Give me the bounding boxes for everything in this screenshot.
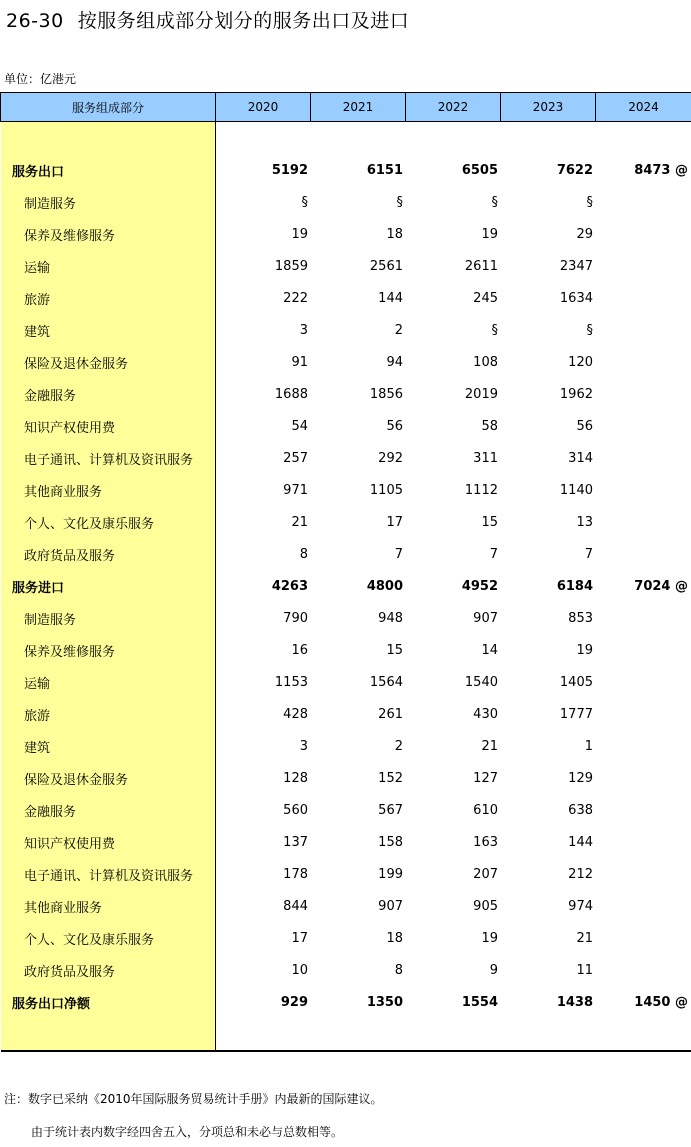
- cell-2022: 21: [481, 738, 498, 754]
- cell-2023: 1962: [559, 386, 593, 402]
- cell-2020: 257: [283, 450, 308, 466]
- cell-2021: 199: [378, 866, 403, 882]
- table-row: [0, 442, 691, 474]
- footnote-2: 由于统计表内数字经四舍五入，分项总和未必与总数相等。: [31, 1125, 344, 1139]
- cell-2022: 7: [489, 546, 498, 562]
- row-label: 旅游: [24, 708, 51, 724]
- cell-2020: 1153: [274, 674, 308, 690]
- cell-2021: 1350: [366, 994, 403, 1010]
- cell-2023: §: [586, 322, 593, 338]
- header-year-2020: 2020: [216, 93, 311, 121]
- cell-2020: 21: [291, 514, 308, 530]
- cell-2021: 18: [386, 930, 403, 946]
- cell-2020: 790: [283, 610, 308, 626]
- row-label: 运输: [24, 676, 51, 692]
- cell-2021: 152: [378, 770, 403, 786]
- cell-2022: 907: [473, 610, 498, 626]
- cell-2023: 129: [568, 770, 593, 786]
- cell-2021: 6151: [366, 162, 403, 178]
- row-label: 金融服务: [24, 804, 77, 820]
- row-label: 政府货品及服务: [24, 548, 116, 564]
- cell-2020: 3: [299, 322, 308, 338]
- cell-2023: 11: [576, 962, 593, 978]
- cell-2023: 7622: [556, 162, 593, 178]
- cell-2022: 19: [481, 930, 498, 946]
- table-row: [0, 282, 691, 314]
- table-title: 按服务组成部分划分的服务出口及进口: [77, 10, 410, 32]
- cell-2022: 163: [473, 834, 498, 850]
- row-label: 服务出口净额: [12, 996, 91, 1012]
- row-label: 金融服务: [24, 388, 77, 404]
- cell-2022: 2019: [464, 386, 498, 402]
- cell-2020: 560: [283, 802, 308, 818]
- cell-2023: 314: [568, 450, 593, 466]
- row-label: 服务出口: [12, 164, 65, 180]
- cell-2021: 1856: [369, 386, 403, 402]
- cell-2021: 261: [378, 706, 403, 722]
- cell-2022: 9: [489, 962, 498, 978]
- cell-2024: 8473 @: [634, 162, 688, 178]
- cell-2023: 1438: [556, 994, 593, 1010]
- cell-2022: 1554: [461, 994, 498, 1010]
- table-row: [0, 186, 691, 218]
- table-body: [0, 154, 691, 1018]
- cell-2021: 948: [378, 610, 403, 626]
- cell-2021: 907: [378, 898, 403, 914]
- cell-2024: 1450 @: [634, 994, 688, 1010]
- table-header: [0, 92, 691, 122]
- table-row: [0, 602, 691, 634]
- unit-label: 单位：亿港元: [4, 72, 77, 86]
- header-year-2022: 2022: [406, 93, 501, 121]
- cell-2021: 567: [378, 802, 403, 818]
- cell-2023: 56: [576, 418, 593, 434]
- cell-2022: 108: [473, 354, 498, 370]
- row-label: 建筑: [24, 740, 51, 756]
- header-component: 服务组成部分: [0, 93, 216, 121]
- row-label: 制造服务: [24, 196, 77, 212]
- cell-2022: 6505: [461, 162, 498, 178]
- row-label: 服务进口: [12, 580, 65, 596]
- cell-2023: 1: [584, 738, 593, 754]
- header-year-2023: 2023: [501, 93, 596, 121]
- table-section-row: [0, 986, 691, 1018]
- table-row: [0, 698, 691, 730]
- row-label: 建筑: [24, 324, 51, 340]
- cell-2022: §: [491, 194, 498, 210]
- table-section-row: [0, 154, 691, 186]
- cell-2021: 15: [386, 642, 403, 658]
- cell-2021: 94: [386, 354, 403, 370]
- table-row: [0, 890, 691, 922]
- cell-2021: 158: [378, 834, 403, 850]
- cell-2020: 128: [283, 770, 308, 786]
- cell-2023: 19: [576, 642, 593, 658]
- cell-2023: 1140: [559, 482, 593, 498]
- cell-2020: 971: [283, 482, 308, 498]
- row-label: 运输: [24, 260, 51, 276]
- cell-2023: 974: [568, 898, 593, 914]
- cell-2020: 10: [291, 962, 308, 978]
- cell-2023: 29: [576, 226, 593, 242]
- table-row: [0, 858, 691, 890]
- cell-2021: 2: [394, 322, 403, 338]
- cell-2020: 1688: [274, 386, 308, 402]
- cell-2020: 5192: [271, 162, 308, 178]
- cell-2020: 222: [283, 290, 308, 306]
- cell-2021: 1564: [369, 674, 403, 690]
- table-row: [0, 410, 691, 442]
- row-label: 保险及退休金服务: [24, 772, 129, 788]
- cell-2021: 2: [394, 738, 403, 754]
- cell-2022: 4952: [461, 578, 498, 594]
- cell-2022: 2611: [464, 258, 498, 274]
- row-label: 保养及维修服务: [24, 228, 116, 244]
- cell-2020: 929: [280, 994, 308, 1010]
- cell-2023: 144: [568, 834, 593, 850]
- data-table: [0, 92, 691, 1052]
- cell-2021: 292: [378, 450, 403, 466]
- row-label: 电子通讯、计算机及资讯服务: [24, 868, 194, 884]
- cell-2023: 120: [568, 354, 593, 370]
- cell-2020: 54: [291, 418, 308, 434]
- cell-2021: 1105: [369, 482, 403, 498]
- table-row: [0, 826, 691, 858]
- table-row: [0, 954, 691, 986]
- table-row: [0, 506, 691, 538]
- cell-2021: 17: [386, 514, 403, 530]
- cell-2023: 7: [584, 546, 593, 562]
- cell-2023: 1634: [559, 290, 593, 306]
- cell-2022: §: [491, 322, 498, 338]
- row-label: 知识产权使用费: [24, 836, 116, 852]
- cell-2022: 430: [473, 706, 498, 722]
- row-label: 知识产权使用费: [24, 420, 116, 436]
- page-title: [6, 6, 409, 33]
- cell-2020: 178: [283, 866, 308, 882]
- cell-2022: 311: [473, 450, 498, 466]
- row-label: 其他商业服务: [24, 900, 103, 916]
- table-row: [0, 474, 691, 506]
- cell-2023: 13: [576, 514, 593, 530]
- cell-2020: 3: [299, 738, 308, 754]
- cell-2020: 137: [283, 834, 308, 850]
- table-code: 26-30: [6, 10, 64, 32]
- cell-2020: 19: [291, 226, 308, 242]
- footnote-1: 注：数字已采纳《2010年国际服务贸易统计手册》内最新的国际建议。: [4, 1092, 383, 1106]
- row-label: 个人、文化及康乐服务: [24, 516, 155, 532]
- cell-2020: §: [301, 194, 308, 210]
- cell-2020: 91: [291, 354, 308, 370]
- table-row: [0, 250, 691, 282]
- cell-2021: 2561: [369, 258, 403, 274]
- cell-2023: §: [586, 194, 593, 210]
- cell-2022: 610: [473, 802, 498, 818]
- row-label: 制造服务: [24, 612, 77, 628]
- table-section-row: [0, 570, 691, 602]
- cell-2022: 19: [481, 226, 498, 242]
- cell-2024: 7024 @: [634, 578, 688, 594]
- table-row: [0, 922, 691, 954]
- cell-2022: 1112: [464, 482, 498, 498]
- cell-2022: 207: [473, 866, 498, 882]
- cell-2020: 844: [283, 898, 308, 914]
- cell-2020: 17: [291, 930, 308, 946]
- cell-2023: 6184: [556, 578, 593, 594]
- cell-2023: 21: [576, 930, 593, 946]
- cell-2021: 18: [386, 226, 403, 242]
- cell-2022: 127: [473, 770, 498, 786]
- cell-2020: 428: [283, 706, 308, 722]
- table-row: [0, 730, 691, 762]
- cell-2021: §: [396, 194, 403, 210]
- table-row: [0, 634, 691, 666]
- cell-2022: 1540: [464, 674, 498, 690]
- cell-2020: 1859: [274, 258, 308, 274]
- cell-2022: 15: [481, 514, 498, 530]
- row-label: 保养及维修服务: [24, 644, 116, 660]
- row-label: 电子通讯、计算机及资讯服务: [24, 452, 194, 468]
- cell-2022: 245: [473, 290, 498, 306]
- cell-2021: 144: [378, 290, 403, 306]
- table-row: [0, 378, 691, 410]
- cell-2023: 2347: [559, 258, 593, 274]
- cell-2023: 853: [568, 610, 593, 626]
- row-label: 政府货品及服务: [24, 964, 116, 980]
- row-label: 保险及退休金服务: [24, 356, 129, 372]
- table-row: [0, 794, 691, 826]
- table-row: [0, 346, 691, 378]
- cell-2023: 1777: [559, 706, 593, 722]
- row-label: 个人、文化及康乐服务: [24, 932, 155, 948]
- table-bottom-rule: [1, 1050, 691, 1052]
- row-label: 旅游: [24, 292, 51, 308]
- cell-2023: 638: [568, 802, 593, 818]
- table-row: [0, 314, 691, 346]
- header-year-2024: 2024: [628, 100, 659, 114]
- cell-2021: 8: [394, 962, 403, 978]
- cell-2020: 4263: [271, 578, 308, 594]
- table-row: [0, 762, 691, 794]
- table-row: [0, 666, 691, 698]
- table-row: [0, 218, 691, 250]
- cell-2021: 4800: [366, 578, 403, 594]
- table-row: [0, 538, 691, 570]
- cell-2023: 1405: [559, 674, 593, 690]
- cell-2021: 7: [394, 546, 403, 562]
- cell-2021: 56: [386, 418, 403, 434]
- cell-2022: 14: [481, 642, 498, 658]
- row-label: 其他商业服务: [24, 484, 103, 500]
- cell-2022: 905: [473, 898, 498, 914]
- cell-2020: 16: [291, 642, 308, 658]
- cell-2020: 8: [299, 546, 308, 562]
- cell-2022: 58: [481, 418, 498, 434]
- footnotes: [4, 1090, 383, 1140]
- cell-2023: 212: [568, 866, 593, 882]
- header-year-2021: 2021: [311, 93, 406, 121]
